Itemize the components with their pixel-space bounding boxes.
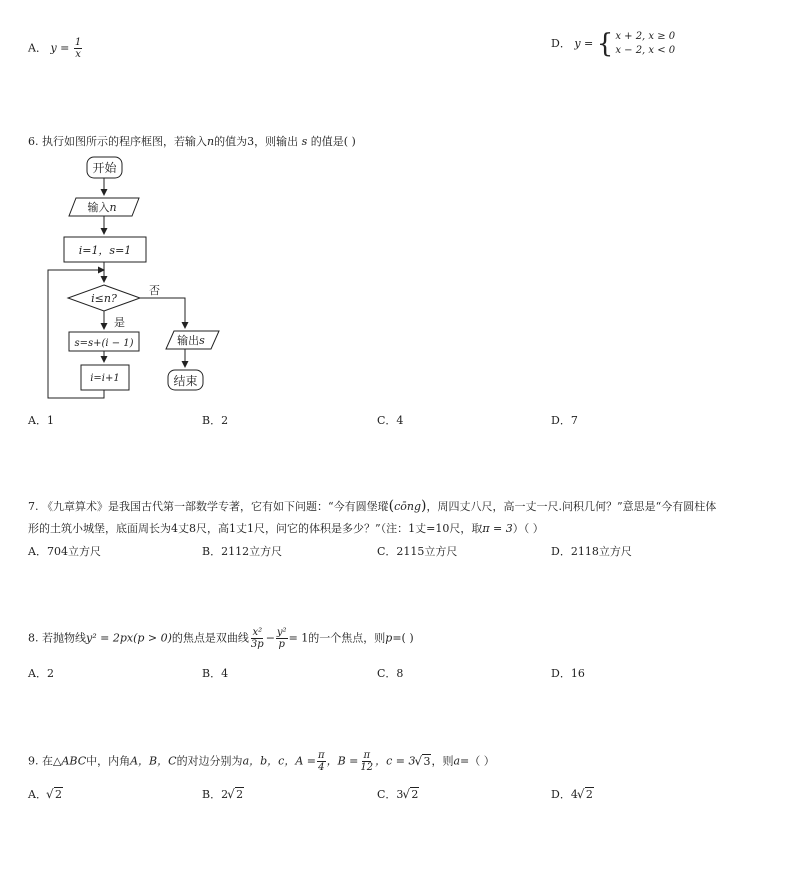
sqrt-radicand: 2 [54,788,62,801]
math-expr: ，c = 3 [375,754,416,768]
q7-option-b: B．2112立方尺 [202,545,283,558]
fraction [317,750,326,773]
q6-stem-part: 的值是( ) [310,135,356,148]
q8-option-d: D．16 [551,667,585,680]
case-1: x + 2, x ≥ 0 [615,31,676,42]
q9-stem [28,750,495,773]
q6-stem-part: 6. 执行如图所示的程序框图，若输入 [28,135,207,148]
option-label: D． [551,37,571,50]
q7-stem-part: 7. 《九章算术》是我国古代第一部数学专著，它有如下问题：“今有圆堡瑽 [28,500,389,513]
condition-label: i≤n? [91,292,117,305]
q6-option-c: C．4 [377,414,404,427]
sqrt-radicand: 2 [236,788,244,801]
input-text: 输入 [87,201,110,214]
sqrt [47,788,63,802]
fraction-numerator: π [363,750,371,761]
fraction-denominator: x [75,49,81,60]
q7-stem-line1 [28,499,716,514]
math-var: y [50,41,57,55]
q7-option-d: D．2118立方尺 [551,545,632,558]
fraction [250,627,265,650]
q8-stem-part: 8. 若抛物线 [28,631,86,645]
math-expr: △ABC [53,754,87,768]
math-var: s [301,135,308,148]
q9-option-c [377,788,419,802]
sqrt [228,788,244,802]
brace-icon: { [596,29,614,59]
q8-option-c: C．8 [377,667,404,680]
math-expr: A，B，C [130,754,177,768]
q7-stem-line2 [28,522,544,536]
sqrt [415,755,431,769]
q7-stem-part: ）（ ） [512,522,544,535]
q8-stem-part: =( ) [392,631,414,645]
sqrt-radicand: 3 [423,754,431,768]
math-expr: A = [295,754,316,768]
math-var: a [453,754,461,768]
fraction [359,750,374,773]
q5-option-d: D． y = { x + 2, x ≥ 0 x − 2, x < 0 [551,29,676,59]
option-label: B． [202,788,222,801]
q9-stem-part: 中，内角 [86,754,131,768]
q8-option-b: B．4 [202,667,229,680]
math-expr: π = 3 [482,522,513,535]
q9-option-b [202,788,244,802]
q6-option-d: D．7 [551,414,578,427]
q9-stem-part: =（ ） [460,754,495,768]
fraction-denominator: 3p [250,639,264,650]
output-label [177,333,205,347]
q9-stem-part: 的对边分别为 [176,754,243,768]
q7-stem-part: 形的土筑小城堡，底面周长为4丈8尺，高1丈1尺，问它的体积是多少？”（注：1丈=10尺，取 [28,522,483,535]
output-text: 输出 [177,334,200,347]
math-var: y [574,37,581,50]
init-label: i=1，s=1 [78,244,132,257]
math-expr: y² = 2px(p > 0) [86,631,172,645]
start-label: 开始 [92,161,117,175]
coefficient: 4 [570,788,578,801]
q8-option-a: A．2 [28,667,54,680]
end-label: 结束 [173,374,198,388]
q7-stem-part: ，周四丈八尺，高一丈一尺.问积几何？”意思是“今有圆柱体 [426,500,717,513]
q9-stem-part: ，则 [431,754,454,768]
q5-option-a: A． y = $\frac{1}{x}$ [28,37,82,60]
update-i-label: i=i+1 [90,373,120,384]
q6-option-b: B．2 [202,414,229,427]
q9-stem-part: 9. 在 [28,754,53,768]
q7-option-a: A．704立方尺 [28,545,101,558]
option-label: A． [28,788,47,801]
edge-no [140,298,185,328]
q8-stem [28,627,414,650]
sqrt-radicand: 2 [411,788,419,801]
fraction-denominator: 4 [318,762,325,773]
sqrt-radicand: 2 [585,788,593,801]
fraction [276,627,288,650]
input-label [87,200,116,214]
fraction-numerator: x² [252,627,263,638]
pinyin-paren: ( [388,498,395,514]
q8-stem-part: 的一个焦点，则 [308,631,386,645]
pinyin-paren: ) [421,498,427,514]
option-label: D． [551,788,571,801]
math-var: p [385,631,393,645]
fraction-denominator: p [278,639,285,650]
q9-option-d [551,788,594,802]
sqrt [403,788,419,802]
fraction-numerator: y² [276,627,287,638]
input-var: n [109,201,117,214]
case-2: x − 2, x < 0 [615,45,676,56]
math-var: n [207,135,215,148]
math-op: − [265,631,275,645]
math-expr: a，b，c， [242,754,296,768]
output-var: s [199,334,205,347]
coefficient: 3 [396,788,404,801]
sqrt [578,788,594,802]
q7-option-c: C．2115立方尺 [377,545,458,558]
math-op: = 1 [288,631,309,645]
update-s-label: s=s+(i − 1) [74,338,134,349]
option-label: C． [377,788,397,801]
math-expr: ，B = [326,754,359,768]
no-label: 否 [149,284,160,297]
coefficient: 2 [221,788,229,801]
fraction-numerator: π [318,750,325,761]
pinyin: cōng [394,500,422,513]
option-label: A． [28,41,47,55]
q9-option-a [28,788,63,802]
yes-label: 是 [114,316,125,329]
fraction-numerator: 1 [74,37,82,48]
q6-stem-part: 的值为3，则输出 [214,135,299,148]
q8-stem-part: 的焦点是双曲线 [171,631,249,645]
fraction-denominator: 12 [360,762,374,773]
q6-option-a: A．1 [28,414,54,427]
